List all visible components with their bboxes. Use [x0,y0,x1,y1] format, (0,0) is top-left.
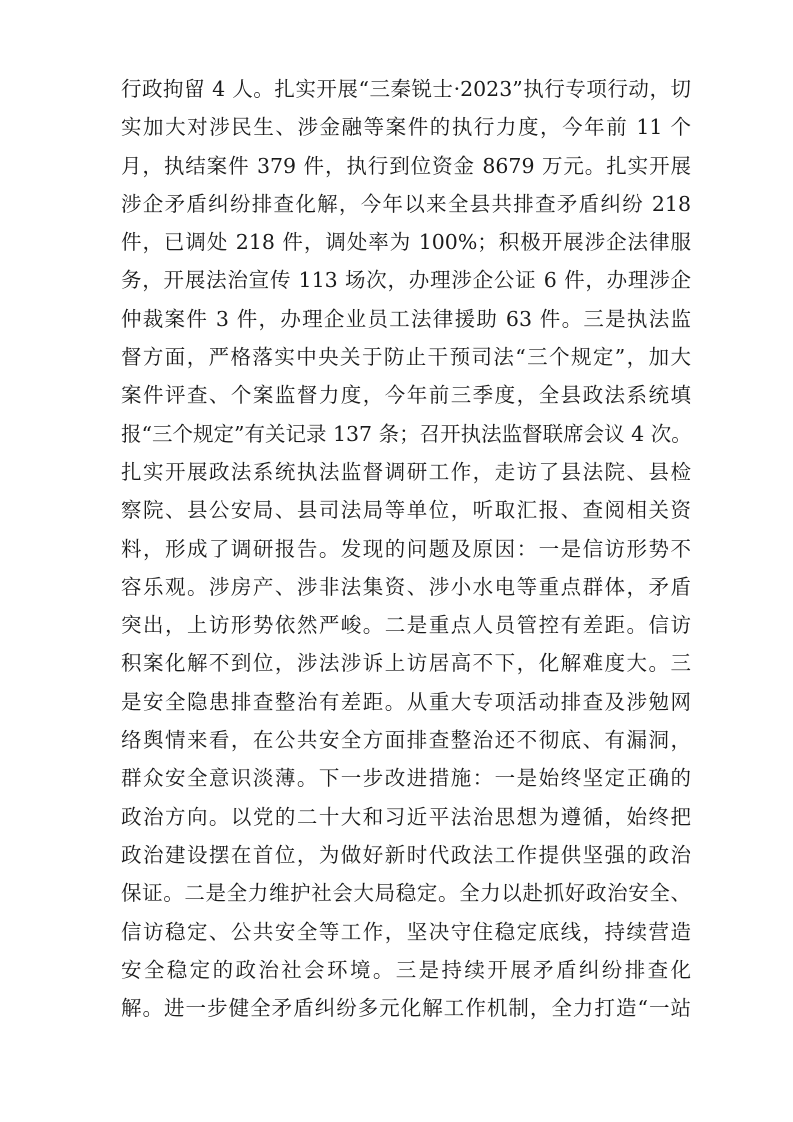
text-line-13: 料，形成了调研报告。发现的问题及原因：一是信访形势不 [121,536,691,561]
text-line-18: 络舆情来看，在公共安全方面排查整治还不彻底、有漏洞， [121,728,691,753]
text-line-24: 安全稳定的政治社会环境。三是持续开展矛盾纠纷排查化 [121,957,691,982]
text-line-03: 月，执结案件 379 件，执行到位资金 8679 万元。扎实开展 [121,153,691,178]
text-line-09: 案件评查、个案监督力度，今年前三季度，全县政法系统填 [121,383,691,408]
text-line-04: 涉企矛盾纠纷排查化解，今年以来全县共排查矛盾纠纷 218 [121,191,691,216]
text-line-17: 是安全隐患排查整治有差距。从重大专项活动排查及涉勉网 [121,689,691,714]
text-line-08: 督方面，严格落实中央关于防止干预司法“三个规定”，加大 [121,345,691,370]
body-paragraph [121,70,691,1027]
text-line-12: 察院、县公安局、县司法局等单位，听取汇报、查阅相关资 [121,498,691,523]
text-line-06: 务，开展法治宣传 113 场次，办理涉企公证 6 件，办理涉企 [121,268,691,293]
text-line-11: 扎实开展政法系统执法监督调研工作，走访了县法院、县检 [121,459,691,484]
text-line-15: 突出，上访形势依然严峻。二是重点人员管控有差距。信访 [121,613,691,638]
text-line-20: 政治方向。以党的二十大和习近平法治思想为遵循，始终把 [121,804,691,829]
text-line-02: 实加大对涉民生、涉金融等案件的执行力度，今年前 11 个 [121,115,691,140]
text-line-14: 容乐观。涉房产、涉非法集资、涉小水电等重点群体，矛盾 [121,574,691,599]
text-line-10: 报“三个规定”有关记录 137 条；召开执法监督联席会议 4 次。 [121,421,692,446]
text-line-05: 件，已调处 218 件，调处率为 100%；积极开展涉企法律服 [121,230,691,255]
text-line-22: 保证。二是全力维护社会大局稳定。全力以赴抓好政治安全、 [121,881,691,906]
text-line-07: 仲裁案件 3 件，办理企业员工法律援助 63 件。三是执法监 [121,306,691,331]
text-line-01: 行政拘留 4 人。扎实开展“三秦锐士·2023”执行专项行动，切 [121,77,691,101]
text-line-19: 群众安全意识淡薄。下一步改进措施：一是始终坚定正确的 [121,766,691,791]
text-line-16: 积案化解不到位，涉法涉诉上访居高不下，化解难度大。三 [121,651,691,676]
text-line-21: 政治建设摆在首位，为做好新时代政法工作提供坚强的政治 [121,842,691,867]
text-line-23: 信访稳定、公共安全等工作，坚决守住稳定底线，持续营造 [121,919,691,944]
text-line-25: 解。进一步健全矛盾纠纷多元化解工作机制，全力打造“一站 [121,996,691,1021]
